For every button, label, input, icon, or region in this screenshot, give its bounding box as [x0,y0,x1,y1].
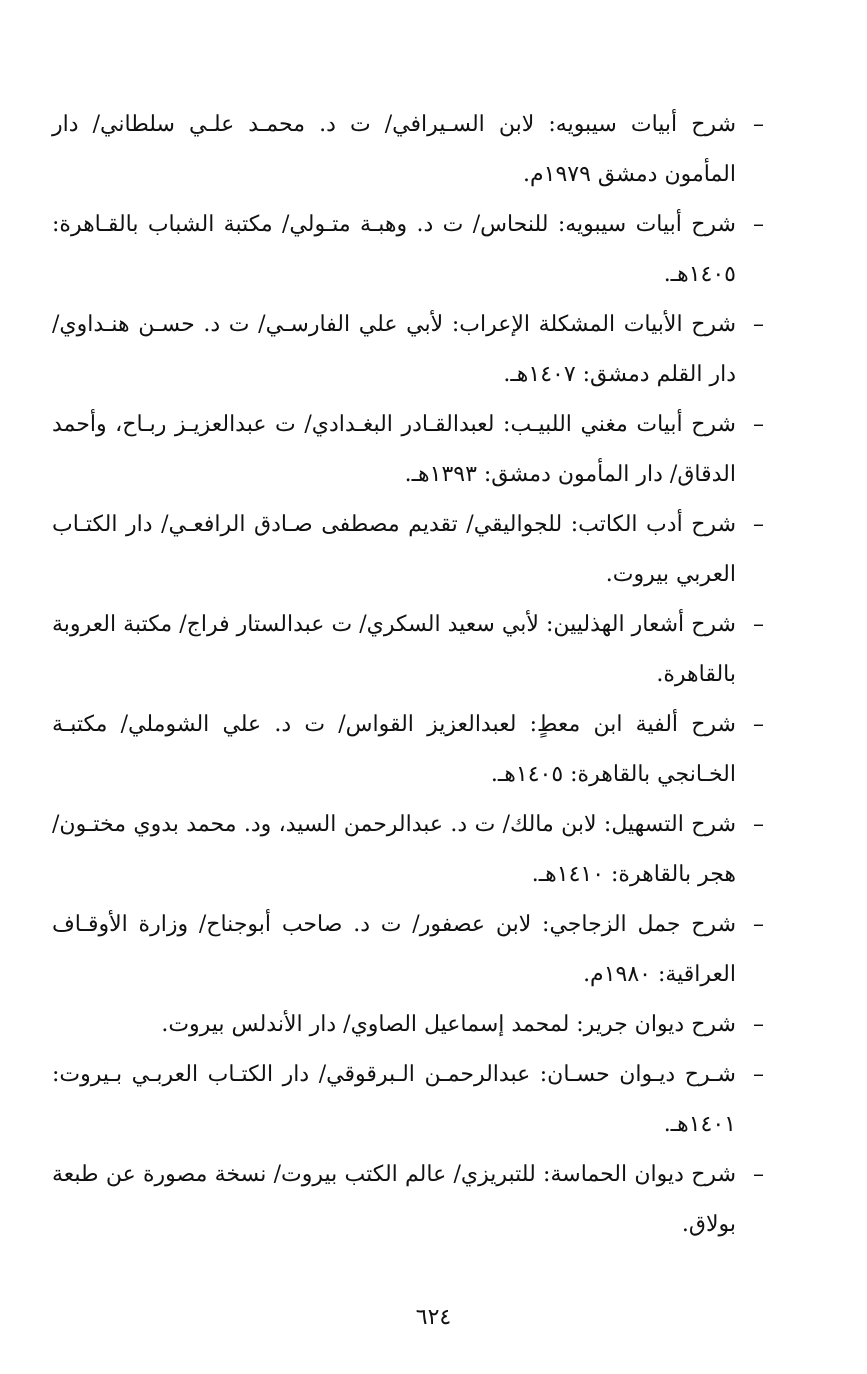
bibliography-entry [52,900,764,1000]
bibliography-entry [52,700,764,800]
bibliography-entry [52,400,764,500]
bibliography-entry [52,800,764,900]
entry-dash: – [753,512,764,537]
entry-text: شرح ألفية ابن معطٍ: لعبدالعزيز القواس/ ت د. علي الشوملي/ مكتبـة الخـانجي بالقاهرة: ١٤٠٥هـ. [52,712,736,787]
entry-text: شـرح ديـوان حسـان: عبدالرحمـن الـبرقوقي/ دار الكتـاب العربـي بـيروت: ١٤٠١هـ. [52,1062,736,1137]
entry-text: شرح أبيات مغني اللبيـب: لعبدالقـادر البغـدادي/ ت عبدالعزيـز ربـاح، وأحمد الدقاق/ دار المأمون دمشق: ١٣٩٣هـ. [52,412,736,487]
bibliography-entry [52,300,764,400]
entry-dash: – [753,612,764,637]
entry-text: شرح أبيات سيبويه: لابن السـيرافي/ ت د. محمـد علـي سلطاني/ دار المأمون دمشق ١٩٧٩م. [52,112,736,187]
entry-text: شرح أدب الكاتب: للجواليقي/ تقديم مصطفى صـادق الرافعـي/ دار الكتـاب العربي بيروت. [52,512,736,587]
entry-dash: – [753,112,764,137]
entry-text: شرح التسهيل: لابن مالك/ ت د. عبدالرحمن السيد، ود. محمد بدوي مختـون/ هجر بالقاهرة: ١٤١٠هـ. [52,812,737,887]
bibliography-entry [52,1000,764,1050]
bibliography-list [52,100,764,1250]
bibliography-entry [52,1050,764,1150]
bibliography-entry [52,1150,764,1250]
entry-text: شرح الأبيات المشكلة الإعراب: لأبي علي الفارسـي/ ت د. حسـن هنـداوي/ دار القلم دمشق: ١٤٠٧هـ. [52,312,736,387]
entry-text: شرح أبيات سيبويه: للنحاس/ ت د. وهبـة متـولي/ مكتبة الشباب بالقـاهرة: ١٤٠٥هـ. [52,212,736,287]
entry-text: شرح ديوان الحماسة: للتبريزي/ عالم الكتب بيروت/ نسخة مصورة عن طبعة بولاق. [52,1162,736,1237]
entry-dash: – [753,412,764,437]
entry-dash: – [753,812,764,837]
entry-dash: – [753,212,764,237]
entry-text: شرح ديوان جرير: لمحمد إسماعيل الصاوي/ دار الأندلس بيروت. [161,1012,736,1037]
entry-dash: – [753,1062,764,1087]
entry-dash: – [753,312,764,337]
bibliography-entry [52,600,764,700]
bibliography-entry [52,500,764,600]
page-number: ٦٢٤ [415,1305,452,1330]
bibliography-entry [52,100,764,200]
entry-dash: – [753,912,764,937]
entry-text: شرح أشعار الهذليين: لأبي سعيد السكري/ ت عبدالستار فراج/ مكتبة العروبة بالقاهرة. [52,612,736,687]
entry-text: شرح جمل الزجاجي: لابن عصفور/ ت د. صاحب أبوجناح/ وزارة الأوقـاف العراقية: ١٩٨٠م. [52,912,736,987]
bibliography-entry [52,200,764,300]
entry-dash: – [753,1012,764,1037]
entry-dash: – [753,1162,764,1187]
entry-dash: – [753,712,764,737]
